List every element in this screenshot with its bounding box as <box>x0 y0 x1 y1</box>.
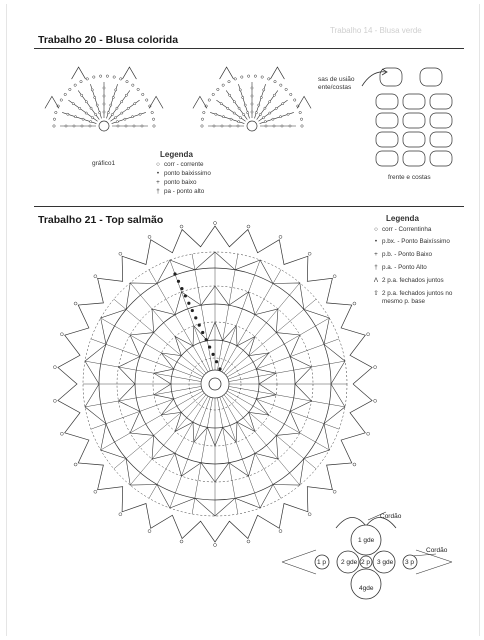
legend-text: p.bx. - Ponto Baixíssimo <box>382 238 450 245</box>
chain-mark <box>110 104 112 106</box>
motif-label-2: 2 gde <box>341 559 358 566</box>
picot-mark <box>60 432 63 435</box>
picot-mark <box>270 67 284 79</box>
chain-mark <box>262 117 264 119</box>
picot-mark <box>119 252 122 255</box>
chain-mark <box>85 101 87 103</box>
chain-mark <box>99 75 101 77</box>
chain-mark <box>251 87 253 89</box>
chain-mark <box>94 96 96 98</box>
legend-text: 2 p.a. fechados juntos no mesmo p. base <box>382 290 453 305</box>
blouse-block <box>403 94 425 109</box>
start-path-dot <box>208 345 211 348</box>
work21-legend-title: Legenda <box>386 214 419 223</box>
motif-small-label-3: 3 p <box>405 559 415 566</box>
start-path-dot <box>180 287 183 290</box>
work20-blouse-layout <box>370 64 460 172</box>
chain-mark <box>80 80 82 82</box>
doily-spoke <box>85 386 201 406</box>
dc2tog-same-base-icon: ⇧ <box>373 290 379 297</box>
picot-mark <box>333 490 336 493</box>
blouse-block <box>403 132 425 147</box>
chain-mark <box>233 112 235 114</box>
blouse-block <box>403 151 425 166</box>
legend-item <box>152 170 211 177</box>
chain-mark <box>217 88 219 90</box>
chain-mark <box>125 125 127 127</box>
legend-item <box>370 238 450 245</box>
picot-mark <box>374 366 377 369</box>
chain-mark <box>103 111 105 113</box>
work20-diagram-left <box>30 52 180 152</box>
chain-mark <box>201 118 203 120</box>
doily-spoke <box>149 270 208 372</box>
chain-mark <box>242 96 244 98</box>
chain-mark <box>294 99 296 101</box>
chain-mark <box>132 84 134 86</box>
assembly-motif <box>276 500 456 610</box>
picot-mark <box>180 540 183 543</box>
chain-mark <box>81 94 83 96</box>
work20-title-rule <box>34 48 464 49</box>
chain-mark <box>146 99 148 101</box>
doily-spoke <box>229 386 345 406</box>
picot-mark <box>53 399 56 402</box>
single-crochet-icon: + <box>374 251 378 258</box>
chain-mark <box>264 121 266 123</box>
blouse-strap-block <box>380 68 402 86</box>
picot-mark <box>72 67 86 79</box>
cord-label-right: Cordão <box>426 547 448 554</box>
chain-mark <box>279 116 281 118</box>
work20-graph-label: gráfico1 <box>92 160 116 167</box>
chain-mark <box>213 125 215 127</box>
blouse-block <box>430 113 452 128</box>
legend-item <box>370 251 432 258</box>
chain-mark <box>273 125 275 127</box>
chain-mark <box>261 76 263 78</box>
slip-stitch-icon: • <box>156 170 160 177</box>
chain-mark <box>142 93 144 95</box>
picot-mark <box>119 513 122 516</box>
chain-mark <box>268 78 270 80</box>
chain-mark <box>125 94 127 96</box>
chain-mark <box>228 80 230 82</box>
chain-mark <box>112 96 114 98</box>
chain-mark <box>103 87 105 89</box>
picot-mark <box>60 333 63 336</box>
chain-mark <box>107 112 109 114</box>
picot-mark <box>374 399 377 402</box>
chain-mark <box>65 125 67 127</box>
picot-mark <box>94 490 97 493</box>
chain-mark <box>273 94 275 96</box>
chain-mark <box>53 125 55 127</box>
doily-spoke <box>192 398 212 514</box>
chain-mark <box>99 112 101 114</box>
legend-text: ponto baixissimo <box>164 170 211 177</box>
chain-mark <box>103 103 105 105</box>
chain-mark <box>275 107 277 109</box>
legend-text: corr - corrente <box>164 161 204 168</box>
motif-small-label-2: 2 p <box>361 559 371 566</box>
single-crochet-icon: + <box>156 179 160 186</box>
work20-legend-title: Legenda <box>160 150 193 159</box>
chain-mark <box>95 114 97 116</box>
chain-mark <box>153 125 155 127</box>
legend-item <box>370 264 427 271</box>
chain-mark <box>92 117 94 119</box>
picot-mark <box>367 333 370 336</box>
chain-mark <box>90 121 92 123</box>
doily-spoke <box>222 270 281 372</box>
picot-mark <box>353 302 356 305</box>
chain-mark <box>280 84 282 86</box>
chain-mark <box>241 76 243 78</box>
chain-mark <box>64 93 66 95</box>
work20-title: Trabalho 20 - Blusa colorida <box>38 34 179 46</box>
chain-mark <box>91 89 93 91</box>
picot-mark <box>308 252 311 255</box>
chain-mark <box>203 111 205 113</box>
chain-mark <box>103 95 105 97</box>
chain-mark <box>233 101 235 103</box>
chain-mark <box>121 101 123 103</box>
chain-mark <box>73 125 75 127</box>
chain-mark <box>251 103 253 105</box>
picot-mark <box>353 463 356 466</box>
start-path-dot <box>215 360 218 363</box>
doily-spoke <box>227 318 329 377</box>
chain-mark <box>265 125 267 127</box>
chain-icon: ○ <box>374 226 378 233</box>
motif-label-1: 1 gde <box>358 537 375 544</box>
picot-mark <box>74 463 77 466</box>
start-path-dot <box>191 309 194 312</box>
legend-text: corr - Correntinha <box>382 226 432 233</box>
blouse-strap-block <box>420 68 442 86</box>
chain-mark <box>124 118 126 120</box>
chain-mark <box>116 121 118 123</box>
picot-mark <box>247 540 250 543</box>
chain-mark <box>272 118 274 120</box>
center-ring <box>99 121 109 131</box>
chain-mark <box>243 114 245 116</box>
doily-spoke <box>149 396 208 498</box>
work20-front-back-label: frente e costas <box>388 174 431 181</box>
chain-mark <box>212 93 214 95</box>
chain-mark <box>289 125 291 127</box>
chain-mark <box>264 107 266 109</box>
chain-mark <box>96 104 98 106</box>
chain-mark <box>221 125 223 127</box>
chain-mark <box>238 107 240 109</box>
start-path-dot <box>187 302 190 305</box>
chain-mark <box>115 89 117 91</box>
double-crochet-icon: † <box>156 188 160 195</box>
center-ring <box>247 121 257 131</box>
chain-icon: ○ <box>156 161 160 168</box>
chain-mark <box>300 118 302 120</box>
chain-mark <box>237 125 239 127</box>
chain-mark <box>274 80 276 82</box>
chain-mark <box>244 104 246 106</box>
chain-mark <box>281 125 283 127</box>
chain-mark <box>137 88 139 90</box>
chain-mark <box>81 125 83 127</box>
blouse-block <box>376 151 398 166</box>
chain-mark <box>134 103 136 105</box>
doily-spoke <box>101 318 203 377</box>
chain-mark <box>260 96 262 98</box>
legend-text: 2 p.a. fechados juntos <box>382 277 444 284</box>
blouse-block <box>430 151 452 166</box>
start-path-dot <box>177 280 180 283</box>
chain-mark <box>263 89 265 91</box>
chain-mark <box>79 107 81 109</box>
start-path-dot <box>198 324 201 327</box>
doily-spoke <box>217 398 237 514</box>
picot-mark <box>214 544 217 547</box>
picot-mark <box>333 275 336 278</box>
chain-mark <box>251 111 253 113</box>
work21-title: Trabalho 21 - Top salmão <box>38 214 164 226</box>
chain-mark <box>238 121 240 123</box>
chain-mark <box>269 101 271 103</box>
doily-spoke <box>227 391 329 450</box>
chain-mark <box>114 117 116 119</box>
picot-mark <box>74 302 77 305</box>
chain-mark <box>287 113 289 115</box>
start-path-dot <box>211 353 214 356</box>
legend-item <box>370 290 470 306</box>
start-path-dot <box>184 294 187 297</box>
picot-mark <box>279 235 282 238</box>
chain-mark <box>247 75 249 77</box>
chain-mark <box>69 88 71 90</box>
chain-mark <box>85 112 87 114</box>
legend-item <box>370 277 444 284</box>
chain-mark <box>222 116 224 118</box>
doily-spoke <box>222 396 281 498</box>
chain-mark <box>254 75 256 77</box>
start-path-dot <box>201 331 204 334</box>
picot-mark <box>214 222 217 225</box>
chain-mark <box>282 103 284 105</box>
chain-mark <box>120 78 122 80</box>
chain-mark <box>53 118 55 120</box>
motif-label-3: 3 gde <box>377 559 394 566</box>
picot-mark <box>94 275 97 278</box>
chain-mark <box>208 99 210 101</box>
picot-mark <box>247 225 250 228</box>
chain-mark <box>240 117 242 119</box>
dc2tog-icon: Ʌ <box>373 277 379 284</box>
motif-label-4: 4gde <box>359 585 374 592</box>
chain-mark <box>151 111 153 113</box>
legend-item <box>152 179 197 186</box>
chain-mark <box>86 78 88 80</box>
doily-spoke <box>217 254 237 370</box>
legend-item <box>370 226 431 233</box>
doily-spoke <box>229 361 345 381</box>
chain-mark <box>93 76 95 78</box>
start-path-dot <box>173 272 176 275</box>
start-path-dot <box>218 367 221 370</box>
chain-mark <box>141 125 143 127</box>
start-path-dot <box>205 338 208 341</box>
picot-mark <box>53 366 56 369</box>
chain-mark <box>106 75 108 77</box>
legend-text: pa - ponto alto <box>164 188 205 195</box>
chain-mark <box>229 94 231 96</box>
chain-mark <box>121 112 123 114</box>
blouse-block <box>376 132 398 147</box>
picot-mark <box>148 235 151 238</box>
chain-mark <box>72 103 74 105</box>
chain-mark <box>239 89 241 91</box>
chain-mark <box>126 80 128 82</box>
chain-mark <box>131 116 133 118</box>
doily-spoke <box>101 391 203 450</box>
chain-mark <box>227 107 229 109</box>
blouse-block <box>403 113 425 128</box>
chain-mark <box>301 125 303 127</box>
chain-mark <box>74 84 76 86</box>
picot-mark <box>148 530 151 533</box>
chain-mark <box>55 111 57 113</box>
chain-mark <box>113 76 115 78</box>
doily-center <box>209 378 221 390</box>
double-crochet-icon: † <box>374 264 378 271</box>
doily-spoke <box>85 361 201 381</box>
legend-text: ponto baixo <box>164 179 197 186</box>
chain-mark <box>258 104 260 106</box>
motif-circle-4 <box>351 569 381 599</box>
chain-mark <box>117 125 119 127</box>
chain-mark <box>222 84 224 86</box>
blouse-block <box>430 94 452 109</box>
motif-small-label-1: 1 p <box>317 559 327 566</box>
chain-mark <box>285 88 287 90</box>
legend-item <box>152 161 204 168</box>
chain-mark <box>299 111 301 113</box>
chain-mark <box>152 118 154 120</box>
chain-mark <box>269 112 271 114</box>
chain-mark <box>133 125 135 127</box>
chain-mark <box>247 112 249 114</box>
chain-mark <box>234 78 236 80</box>
chain-mark <box>229 125 231 127</box>
picot-mark <box>180 225 183 228</box>
chain-mark <box>259 114 261 116</box>
chain-mark <box>60 99 62 101</box>
doily-spoke <box>192 254 212 370</box>
work20-diagram-right <box>178 52 328 152</box>
chain-mark <box>89 125 91 127</box>
chain-mark <box>111 114 113 116</box>
chain-mark <box>201 125 203 127</box>
chain-mark <box>82 118 84 120</box>
cord-label-top: Cordão <box>380 513 402 520</box>
chain-mark <box>67 113 69 115</box>
legend-text: p.a. - Ponto Alto <box>382 264 427 271</box>
picot-mark <box>122 67 136 79</box>
doily-ring <box>201 370 229 398</box>
chain-mark <box>220 103 222 105</box>
legend-item <box>152 188 204 195</box>
blouse-block <box>376 113 398 128</box>
slip-stitch-icon: • <box>374 238 378 245</box>
picot-mark <box>367 432 370 435</box>
blouse-block <box>430 132 452 147</box>
chain-mark <box>139 113 141 115</box>
start-path-dot <box>194 316 197 319</box>
work20-side-note: sas de usião ente/costas <box>318 76 355 91</box>
chain-mark <box>255 112 257 114</box>
chain-mark <box>290 93 292 95</box>
blouse-block <box>376 94 398 109</box>
chain-mark <box>90 107 92 109</box>
legend-text: p.b. - Ponto Baixo <box>382 251 433 258</box>
chain-mark <box>116 107 118 109</box>
picot-mark <box>220 67 234 79</box>
work21-top-rule <box>34 206 464 207</box>
chain-mark <box>215 113 217 115</box>
ghost-header-text: Trabalho 14 - Blusa verde <box>330 26 422 35</box>
chain-mark <box>230 118 232 120</box>
chain-mark <box>251 95 253 97</box>
chain-mark <box>74 116 76 118</box>
chain-mark <box>127 107 129 109</box>
